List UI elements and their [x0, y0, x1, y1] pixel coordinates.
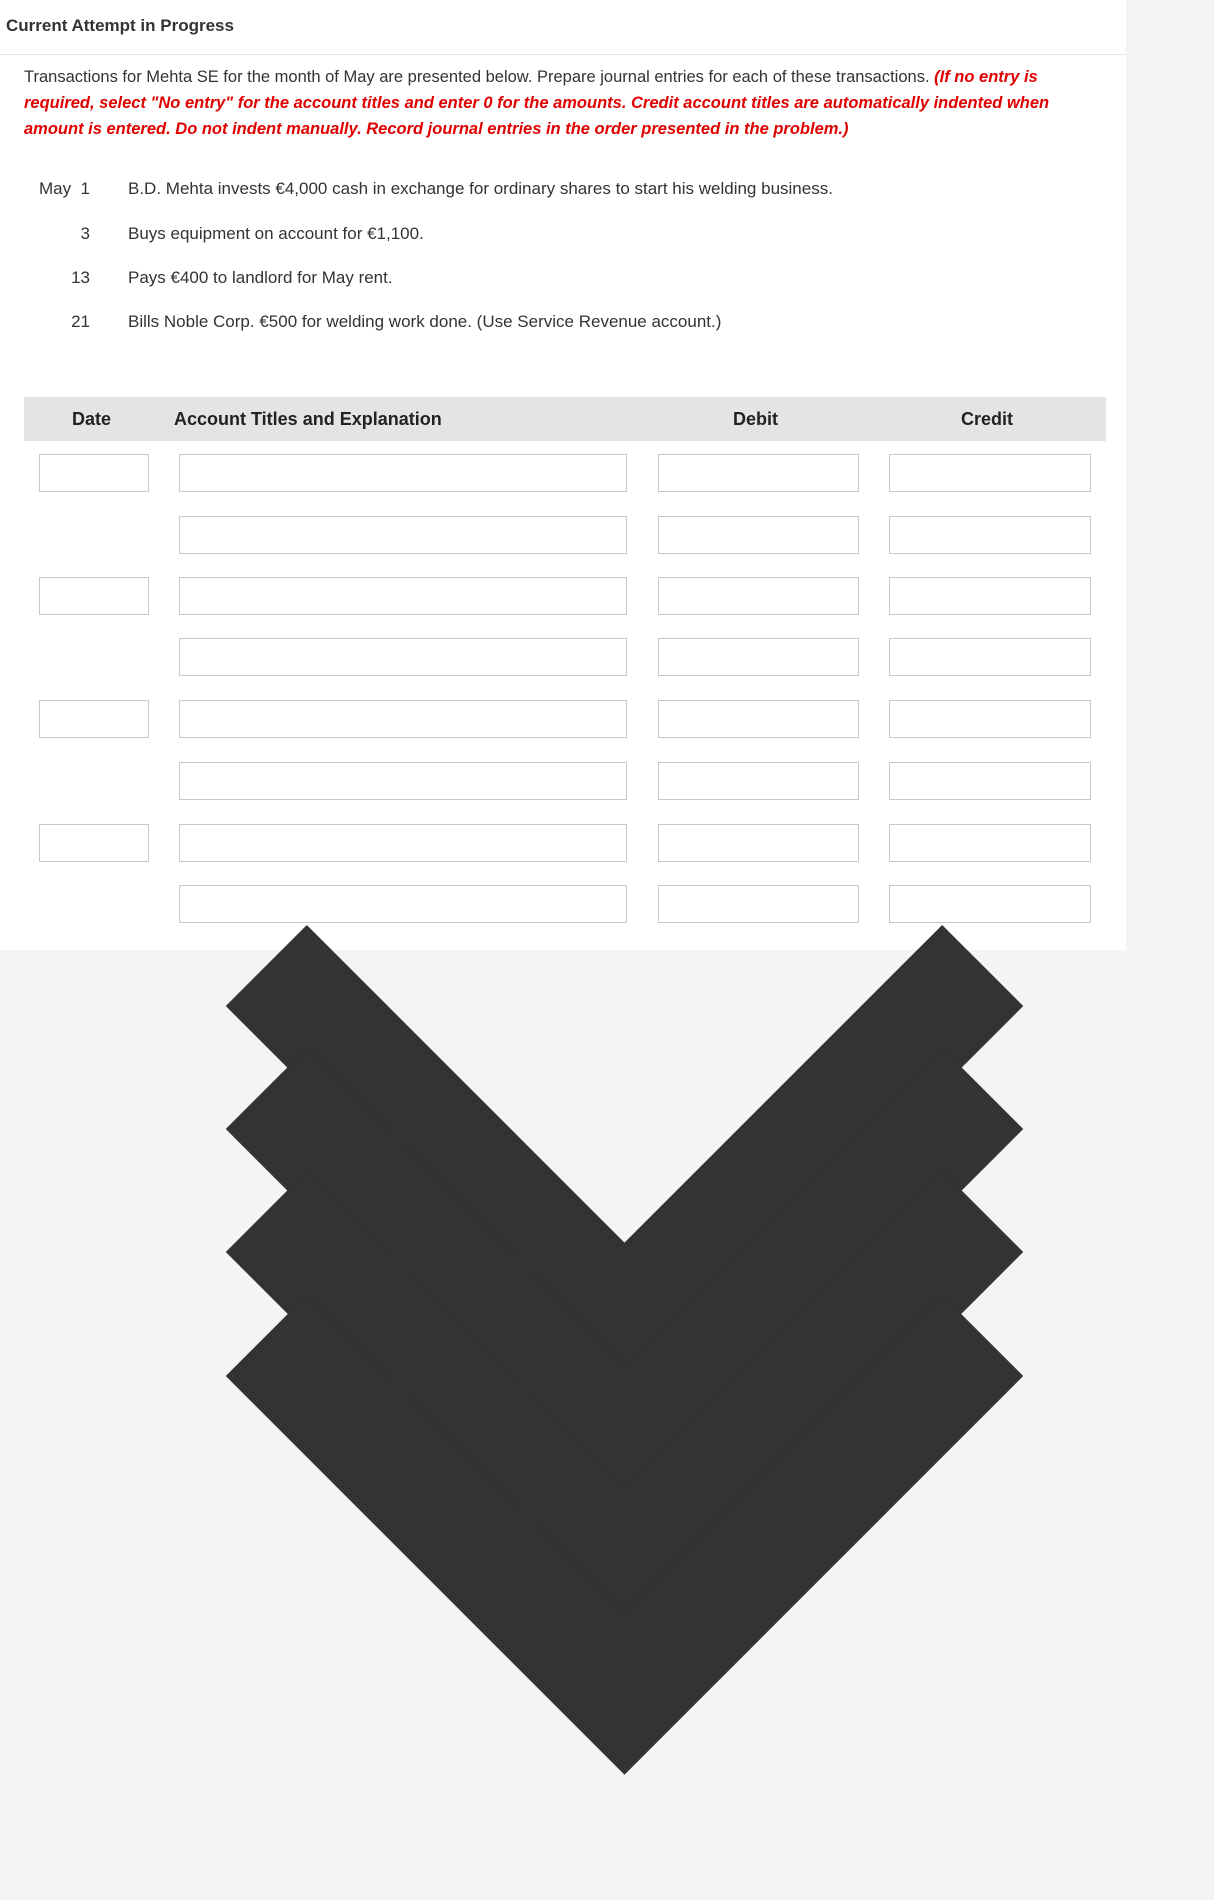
transaction-text: Pays €400 to landlord for May rent.: [128, 268, 393, 287]
transaction-item: [24, 220, 1024, 248]
credit-amount-input[interactable]: [889, 638, 1091, 676]
journal-row: [0, 885, 1126, 923]
account-title-input[interactable]: [179, 577, 627, 615]
account-title-input[interactable]: [179, 516, 627, 554]
instructions: [24, 64, 1084, 142]
instructions-text: Transactions for Mehta SE for the month of May are presented below. Prepare journal entries for each of these transactions.: [24, 68, 930, 86]
journal-row: [0, 762, 1126, 800]
debit-amount-input[interactable]: [658, 454, 859, 492]
account-column-header: Account Titles and Explanation: [174, 409, 442, 429]
debit-amount-input[interactable]: [658, 700, 859, 738]
debit-amount-input[interactable]: [658, 762, 859, 800]
transaction-item: [24, 175, 1024, 203]
transaction-text: Buys equipment on account for €1,100.: [128, 224, 424, 243]
transaction-text: Bills Noble Corp. €500 for welding work done. (Use Service Revenue account.): [128, 312, 722, 331]
credit-amount-input[interactable]: [889, 516, 1091, 554]
credit-amount-input[interactable]: [889, 762, 1091, 800]
credit-amount-input[interactable]: [889, 454, 1091, 492]
chevron-down-icon: [123, 834, 1126, 1900]
debit-amount-input[interactable]: [658, 824, 859, 862]
debit-amount-input[interactable]: [658, 885, 859, 923]
debit-amount-input[interactable]: [658, 516, 859, 554]
journal-row: [0, 824, 1126, 862]
account-title-input[interactable]: [179, 454, 627, 492]
transaction-item: [24, 308, 1024, 336]
account-title-input[interactable]: [179, 824, 627, 862]
account-title-input[interactable]: [179, 638, 627, 676]
journal-row: [0, 700, 1126, 738]
debit-amount-input[interactable]: [658, 638, 859, 676]
question-panel: [0, 0, 1126, 950]
account-title-input[interactable]: [179, 762, 627, 800]
attempt-header: Current Attempt in Progress: [6, 16, 234, 35]
account-title-input[interactable]: [179, 885, 627, 923]
transaction-text: B.D. Mehta invests €4,000 cash in exchange for ordinary shares to start his welding business.: [128, 179, 833, 198]
transaction-date: 3: [80, 224, 90, 243]
journal-row: [0, 454, 1126, 492]
journal-row: [0, 516, 1126, 554]
date-column-header: Date: [72, 409, 112, 429]
credit-amount-input[interactable]: [889, 824, 1091, 862]
credit-amount-input[interactable]: [889, 700, 1091, 738]
credit-amount-input[interactable]: [889, 577, 1091, 615]
transaction-date: 21: [71, 312, 90, 331]
instructions-note: (If no entry is required, select "No entry" for the account titles and enter 0 for the amounts. Credit account titles are automatically indented when amount is entered. Do not indent manually. Record journal entries in the order presented in the problem.): [24, 68, 1050, 138]
transaction-date: 13: [71, 268, 90, 287]
credit-amount-input[interactable]: [889, 885, 1091, 923]
debit-column-header: Debit: [733, 409, 778, 429]
transaction-item: [24, 264, 1024, 292]
transaction-date: May 1: [38, 179, 90, 198]
journal-row: [0, 577, 1126, 615]
account-title-input[interactable]: [179, 700, 627, 738]
journal-header: [24, 397, 1106, 441]
header-divider: [0, 54, 1126, 55]
credit-column-header: Credit: [961, 409, 1014, 429]
debit-amount-input[interactable]: [658, 577, 859, 615]
journal-row: [0, 638, 1126, 676]
